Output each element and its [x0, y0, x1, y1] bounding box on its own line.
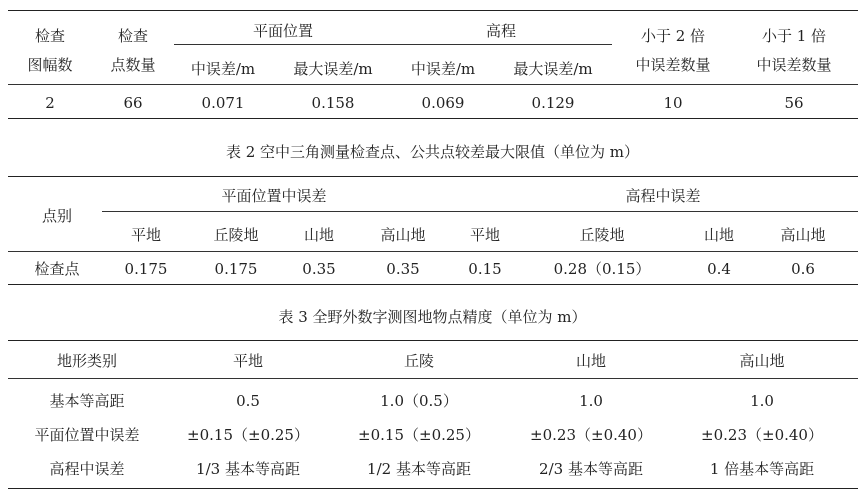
t2-header-high-mountain-2: 高山地	[780, 226, 826, 244]
table-3-bottom-rule	[8, 488, 858, 489]
t1-header-lt1-line1: 小于 1 倍	[761, 27, 827, 45]
t3-r1-label: 基本等高距	[49, 392, 125, 410]
t3-r1-high-mountain: 1.0	[750, 392, 774, 410]
t3-header-terrain-class: 地形类别	[56, 352, 118, 370]
t1-header-check-sheets-line1: 检查	[34, 27, 66, 45]
table-1-bottom-rule	[8, 118, 858, 119]
table-2-bottom-rule	[8, 284, 858, 285]
t1-cell-elev-rmse: 0.069	[421, 94, 465, 112]
t3-header-mountain: 山地	[575, 352, 607, 370]
t3-r3-label: 高程中误差	[49, 460, 125, 478]
t2-cell-hilly-1: 0.175	[214, 260, 258, 278]
t2-header-hilly-1: 丘陵地	[213, 226, 259, 244]
t1-header-lt2-line1: 小于 2 倍	[640, 27, 706, 45]
t2-cell-hilly-2: 0.28（0.15）	[553, 260, 651, 278]
t3-header-bottom-rule	[8, 378, 858, 379]
t2-header-plane-rmse: 平面位置中误差	[221, 187, 327, 205]
t2-row-label-checkpoint: 检查点	[34, 260, 80, 278]
t1-header-elevation: 高程	[485, 22, 517, 40]
t1-cell-lt1-count: 56	[784, 94, 804, 112]
table-1-top-rule	[8, 10, 858, 11]
t2-cell-plain-2: 0.15	[468, 260, 502, 278]
t2-header-plain-1: 平地	[130, 226, 162, 244]
t2-cell-high-mountain-1: 0.35	[386, 260, 420, 278]
table-3-top-rule	[8, 340, 858, 341]
t2-subheader-rule	[102, 211, 858, 212]
t3-header-high-mountain: 高山地	[739, 352, 785, 370]
t2-cell-high-mountain-2: 0.6	[791, 260, 815, 278]
t1-header-elev-max: 最大误差/m	[513, 60, 593, 78]
t2-header-mountain-2: 山地	[703, 226, 735, 244]
table-2-caption: 表 2 空中三角测量检查点、公共点较差最大限值（单位为 m）	[225, 143, 640, 161]
t2-header-point-type: 点别	[41, 207, 73, 225]
t1-cell-lt2-count: 10	[663, 94, 683, 112]
t2-header-high-mountain-1: 高山地	[380, 226, 426, 244]
t1-header-elev-rmse: 中误差/m	[410, 60, 476, 78]
t3-r1-mountain: 1.0	[579, 392, 603, 410]
t3-r2-mountain: ±0.23（±0.40）	[530, 426, 652, 444]
t2-header-mountain-1: 山地	[303, 226, 335, 244]
t3-r3-mountain: 2/3 基本等高距	[539, 460, 643, 478]
t1-header-plane-max: 最大误差/m	[293, 60, 373, 78]
t1-header-plane-position: 平面位置	[252, 22, 314, 40]
t3-r2-high-mountain: ±0.23（±0.40）	[701, 426, 823, 444]
t1-header-plane-rmse: 中误差/m	[190, 60, 256, 78]
t1-header-check-points-line2: 点数量	[110, 56, 156, 74]
t1-subheader-rule	[174, 44, 612, 45]
t3-header-plain: 平地	[232, 352, 264, 370]
t3-r3-hilly: 1/2 基本等高距	[367, 460, 471, 478]
t1-header-check-points-line1: 检查	[117, 27, 149, 45]
t3-r3-plain: 1/3 基本等高距	[196, 460, 300, 478]
t3-r2-plain: ±0.15（±0.25）	[187, 426, 309, 444]
t2-cell-mountain-2: 0.4	[707, 260, 731, 278]
t2-header-hilly-2: 丘陵地	[579, 226, 625, 244]
t2-header-bottom-rule	[8, 251, 858, 252]
t1-cell-elev-max: 0.129	[531, 94, 575, 112]
table-2-top-rule	[8, 176, 858, 177]
t2-cell-mountain-1: 0.35	[302, 260, 336, 278]
t1-cell-plane-rmse: 0.071	[201, 94, 245, 112]
t2-header-elev-rmse: 高程中误差	[625, 187, 701, 205]
t1-header-bottom-rule	[8, 84, 858, 85]
t3-r3-high-mountain: 1 倍基本等高距	[709, 460, 815, 478]
table-3-caption: 表 3 全野外数字测图地物点精度（单位为 m）	[278, 308, 587, 326]
t1-cell-sheets: 2	[45, 94, 55, 112]
t1-header-lt1-line2: 中误差数量	[756, 56, 832, 74]
t3-r1-hilly: 1.0（0.5）	[380, 392, 458, 410]
t2-cell-plain-1: 0.175	[124, 260, 168, 278]
t3-r1-plain: 0.5	[236, 392, 260, 410]
t2-header-plain-2: 平地	[469, 226, 501, 244]
t3-r2-hilly: ±0.15（±0.25）	[358, 426, 480, 444]
t1-header-lt2-line2: 中误差数量	[635, 56, 711, 74]
t1-header-check-sheets-line2: 图幅数	[27, 56, 73, 74]
t1-cell-plane-max: 0.158	[311, 94, 355, 112]
t3-r2-label: 平面位置中误差	[34, 426, 140, 444]
t1-cell-points: 66	[123, 94, 143, 112]
t3-header-hilly: 丘陵	[403, 352, 435, 370]
